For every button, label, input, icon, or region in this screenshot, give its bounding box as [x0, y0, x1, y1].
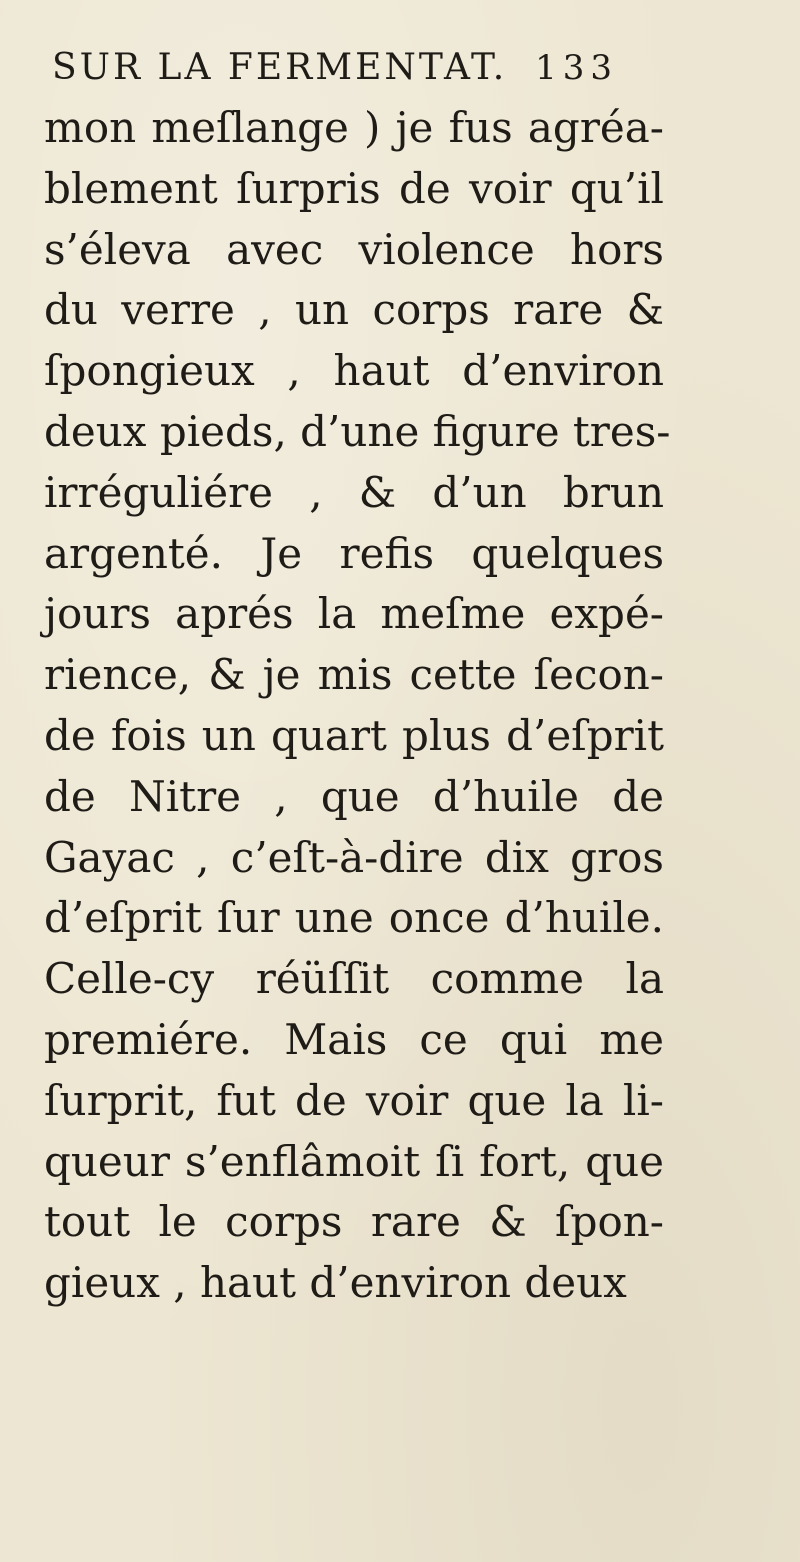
- text-line: d’eſprit ſur une once d’huile.: [44, 893, 664, 943]
- text-line: mon meſlange ) je fus agréa-: [44, 103, 664, 152]
- text-line: argenté. Je refis quelques: [44, 528, 664, 578]
- text-line: rience, & je mis cette ſecon-: [44, 650, 664, 700]
- text-line: ſpongieux , haut d’environ: [44, 346, 664, 396]
- text-line: blement ſurpris de voir qu’il: [44, 163, 664, 213]
- text-line: deux pieds, d’une figure tres-: [44, 406, 671, 456]
- text-line: ſurprit, fut de voir que la li-: [44, 1075, 664, 1125]
- text-line: de fois un quart plus d’eſprit: [44, 710, 664, 760]
- text-line: Gayac , c’eſt-à-dire dix gros: [44, 832, 664, 882]
- text-line: Celle-cy réüſſit comme la: [44, 954, 664, 1004]
- text-line: tout le corps rare & ſpon-: [44, 1197, 664, 1247]
- text-line: premiére. Mais ce qui me: [44, 1014, 664, 1064]
- text-line: queur s’enflâmoit ſi fort, que: [44, 1136, 664, 1186]
- page-number: 133: [535, 48, 619, 88]
- body-text: [44, 98, 671, 1314]
- text-line: jours aprés la meſme expé-: [44, 589, 664, 639]
- text-line: s’éleva avec violence hors: [44, 224, 664, 274]
- text-line: du verre , un corps rare &: [44, 285, 664, 335]
- text-line: de Nitre , que d’huile de: [44, 771, 664, 821]
- text-line: gieux , haut d’environ deux: [44, 1258, 627, 1308]
- text-line: irréguliére , & d’un brun: [44, 467, 664, 517]
- running-head: [52, 38, 632, 98]
- running-head-title: SUR LA FERMENTAT.: [52, 47, 508, 88]
